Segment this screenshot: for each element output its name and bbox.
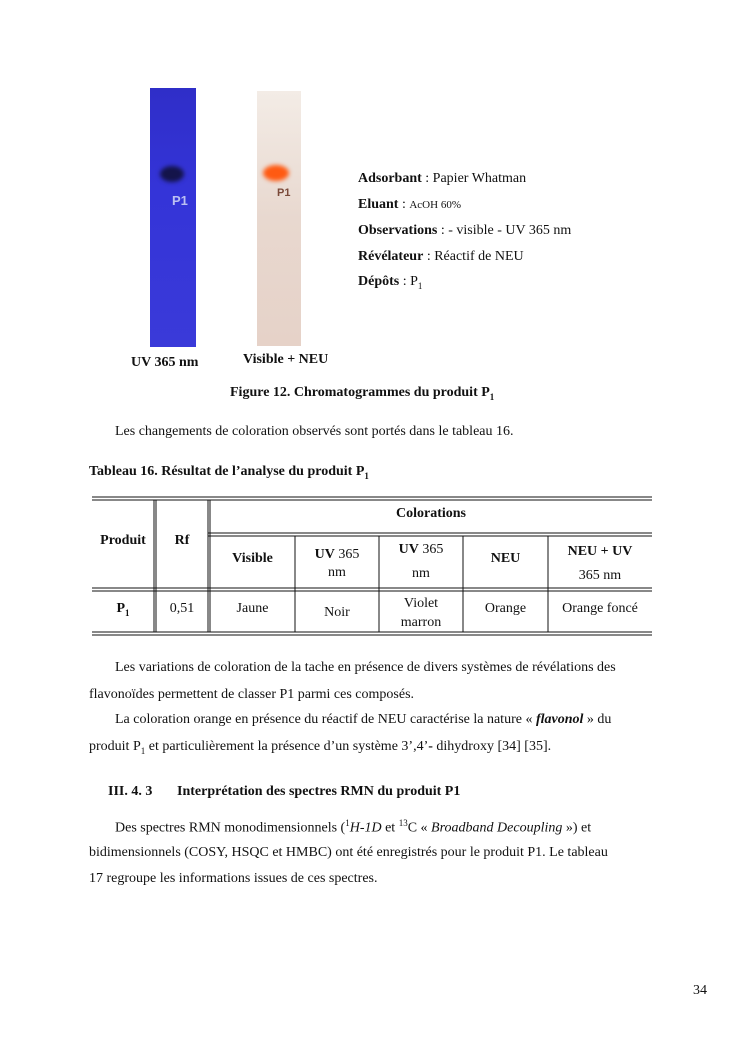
header-colorations: Colorations [396,506,466,521]
visible-caption: Visible + NEU [243,352,329,367]
visible-spot [263,165,289,181]
paragraph-1: Les changements de coloration observés sont portés dans le tableau 16. [115,424,514,439]
visible-chromatogram-strip [257,91,301,346]
header-uv-365-a: UV 365 nm [314,547,360,580]
cell-uv-365-a: Noir [324,605,350,620]
header-produit: Produit [100,533,146,548]
cell-neu: Orange [484,601,527,616]
uv-spot [160,166,184,182]
paragraph-3-line-1: La coloration orange en présence du réactif de NEU caractérise la nature « flavonol » du [115,712,612,727]
cell-visible: Jaune [236,601,269,616]
section-number: III. 4. 3 [108,784,153,799]
uv-chromatogram-strip [150,88,196,347]
header-uv-365-b: UV 365 nm [398,542,444,581]
header-neu-uv: NEU + UV 365 nm [567,544,633,583]
paragraph-3-line-2: produit $P_1$ et particulièrement la présence d’un système 3’,4’- dihydroxy [34] [35]. [89,739,552,756]
paragraph-4-line-3: 17 regroupe les informations issues de ces spectres. [89,871,378,886]
cell-uv-365-b: Violet marron [400,596,442,630]
conditions-block [358,166,571,299]
cell-neu-uv: Orange foncé [562,601,638,616]
revelateur-line: Révélateur : Réactif de NEU [358,248,524,264]
page-number: 34 [693,983,707,998]
uv-caption: UV 365 nm [131,355,199,370]
eluant-line: Eluant : AcOH 60% [358,196,461,212]
depots-line: Dépôts : $P_1$ [358,274,423,291]
paragraph-4-line-2: bidimensionnels (COSY, HSQC et HMBC) ont été enregistrés pour le produit P1. Le tableau [89,845,608,860]
paragraph-2-line-2: flavonoïdes permettent de classer P1 parmi ces composés. [89,687,415,702]
section-title: Interprétation des spectres RMN du produit P1 [177,784,461,799]
visible-strip-label: P1 [277,187,291,199]
cell-rf: 0,51 [169,601,195,616]
paragraph-2-line-1: Les variations de coloration de la tache en présence de divers systèmes de révélations des [115,660,616,675]
results-table [92,496,652,637]
cell-produit: $P_1$ [116,601,130,618]
header-visible: Visible [232,551,273,566]
header-neu: NEU [490,551,521,566]
header-rf: Rf [174,533,190,548]
paragraph-4-line-1: Des spectres RMN monodimensionnels ($^1$H-1D et $^{13}$C « Broadband Decoupling ») et [115,818,592,836]
uv-strip-label: P1 [172,193,188,208]
figure-caption: Figure 12. Chromatogrammes du produit $P_1$ [230,385,495,402]
observations-line: Observations : - visible - UV 365 nm [358,223,572,238]
adsorbant-line: Adsorbant : Papier Whatman [358,171,527,186]
table-title: Tableau 16. Résultat de l’analyse du produit $P_1$ [89,464,369,481]
